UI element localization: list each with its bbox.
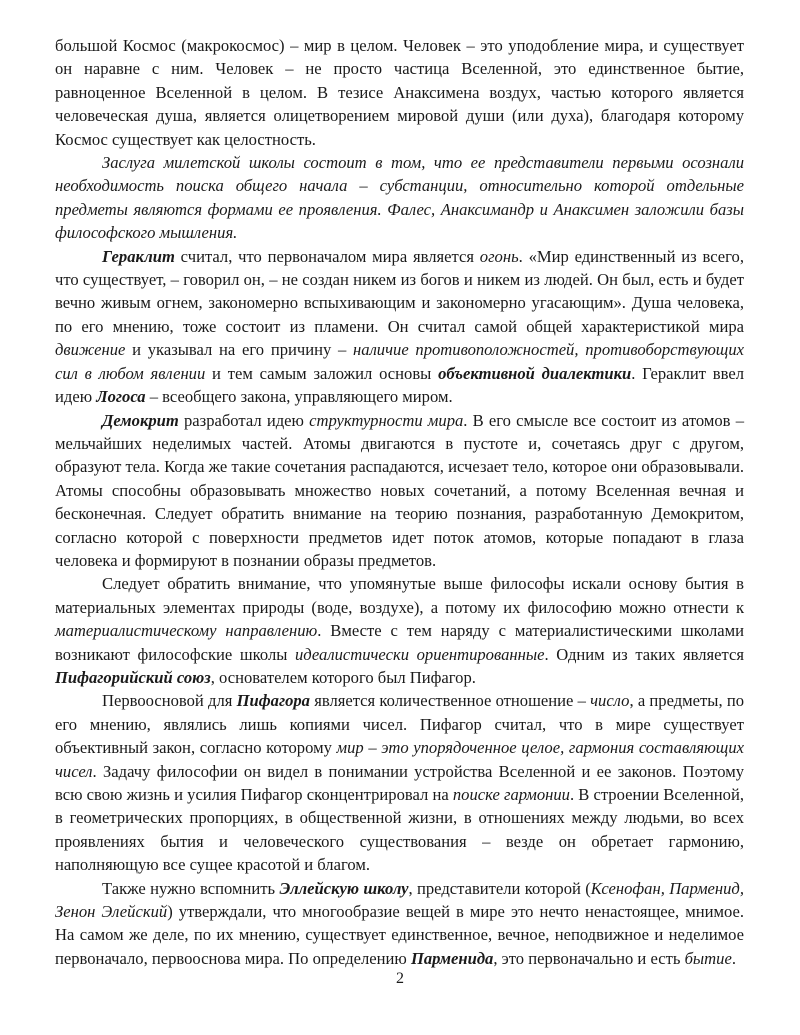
text-run: , основателем которого был Пифагор. — [210, 667, 476, 687]
text-run: , это первоначально и есть — [493, 948, 685, 968]
paragraph — [55, 151, 744, 245]
text-run: ) утверждали, что многообразие вещей в мире это нечто ненастоящее, мнимое. На самом же деле, по их мнению, существует единственное, вечное, неподвижное и неделимое первоначало, первооснова мира. По определению — [55, 902, 745, 968]
paragraph — [55, 572, 744, 689]
paragraph — [55, 245, 744, 409]
emphasis-italic: огонь — [479, 246, 519, 266]
text-run: и указывал на его причину – — [125, 340, 354, 360]
text-run: является количественное отношение – — [309, 691, 591, 711]
text-run: и тем самым заложил основы — [205, 363, 439, 383]
document-page — [55, 34, 744, 970]
text-run: разработал идею — [178, 410, 310, 430]
text-run: . Задачу философии он видел в понимании устройства Вселенной и ее законов. Поэтому всю свою жизнь и усилия Пифагор сконцентрировал на — [55, 761, 744, 804]
text-run: . В строении Вселенной, в геометрических пропорциях, в общественной жизни, в отношениях между людьми, во всех проявлениях бытия и человеческого существования – везде он обретает гармонию, наполняющую все сущее красотой и благом. — [55, 785, 745, 875]
emphasis-italic: наличие противоположностей, противоборствующих сил в любом явлении — [55, 340, 744, 383]
emphasis-bold: Пифагорийский союз — [55, 667, 211, 687]
emphasis-italic: бытие — [684, 948, 732, 968]
text-run: , представители которой ( — [408, 878, 591, 898]
text-run: . Вместе с тем наряду с материалистическими школами возникают философские школы — [55, 621, 744, 664]
emphasis-italic: Ксенофан, Парменид, Зенон Элейский — [55, 878, 744, 922]
text-run: Первоосновой для — [102, 691, 237, 711]
emphasis-bold: Парменида — [410, 948, 494, 968]
emphasis-bold: Демокрит — [102, 410, 179, 430]
emphasis-bold: Гераклит — [102, 246, 175, 266]
text-run: Следует обратить внимание, что упомянутые выше философы искали основу бытия в материальных элементах природы (воде, воздухе), а потому их философию можно отнести к — [55, 574, 744, 617]
text-run: Также нужно вспомнить — [102, 878, 280, 898]
paragraph — [55, 34, 744, 151]
emphasis-bold: Логоса — [96, 387, 146, 407]
emphasis-bold: Пифагора — [236, 691, 310, 711]
text-run: , а предметы, по его мнению, являлись лишь копиями чисел. Пифагор считал, что в мире существует объективный закон, согласно которому — [55, 691, 744, 758]
paragraph — [55, 877, 744, 971]
emphasis-italic: движение — [55, 340, 126, 360]
emphasis-bold: объективной диалектики — [438, 363, 632, 383]
text-run: считал, что первоначалом мира является — [174, 246, 480, 266]
text-run: . В его смысле все состоит из атомов – мельчайших неделимых частей. Атомы двигаются в пустоте и, сочетаясь друг с другом, образуют тела. Когда же такие сочетания распадаются, исчезает тело, которое они образовывали. Атомы способны образовывать множество новых сочетаний, а потому Вселенная вечная и бесконечная. Следует обратить внимание на теорию познания, разработанную Демокритом, согласно которой с поверхности предметов идет поток атомов, которые попадают в глаза человека и формируют в познании образы предметов. — [55, 410, 744, 570]
text-run: . — [731, 948, 736, 968]
emphasis-italic: число — [590, 691, 630, 711]
emphasis-italic: структурности мира — [309, 410, 464, 430]
emphasis-italic: материалистическому направлению — [55, 621, 318, 641]
emphasis-bold: Эллейскую школу — [279, 878, 409, 898]
emphasis-italic: идеалистически ориентированные — [295, 644, 545, 664]
text-run: большой Космос (макрокосмос) – мир в целом. Человек – это уподобление мира, и существует он наравне с ним. Человек – не просто частица Вселенной, это единственное бытие, равноценное Вселенной в целом. В тезисе Анаксимена воздух, частью которого является человеческая душа, является олицетворением мировой души (или духа), благодаря которому Космос существует как целостность. — [55, 36, 744, 149]
paragraph — [55, 689, 744, 876]
emphasis-italic: Заслуга милетской школы состоит в том, что ее представители первыми осознали необходимость поиска общего начала – субстанции, относительно которой отдельные предметы являются формами ее проявления. Фалес, Анаксимандр и Анаксимен заложили базы философского мышления. — [55, 153, 744, 243]
emphasis-italic: поиске гармонии — [452, 785, 570, 804]
page-number: 2 — [396, 970, 404, 987]
text-run: – всеобщего закона, управляющего миром. — [145, 387, 453, 407]
text-run: . «Мир единственный из всего, что существует, – говорил он, – не создан никем из богов и никем из людей. Он был, есть и будет вечно живым огнем, закономерно вспыхивающим и закономерно угасающим». Душа человека, по его мнению, тоже состоит из пламени. Он считал самой общей характеристикой мира — [55, 246, 744, 336]
paragraph — [55, 409, 744, 573]
text-run: . Одним из таких является — [544, 644, 744, 664]
text-run: . Гераклит ввел идею — [55, 363, 744, 407]
emphasis-italic: мир – это упорядоченное целое, гармония составляющих чисел — [55, 738, 744, 781]
